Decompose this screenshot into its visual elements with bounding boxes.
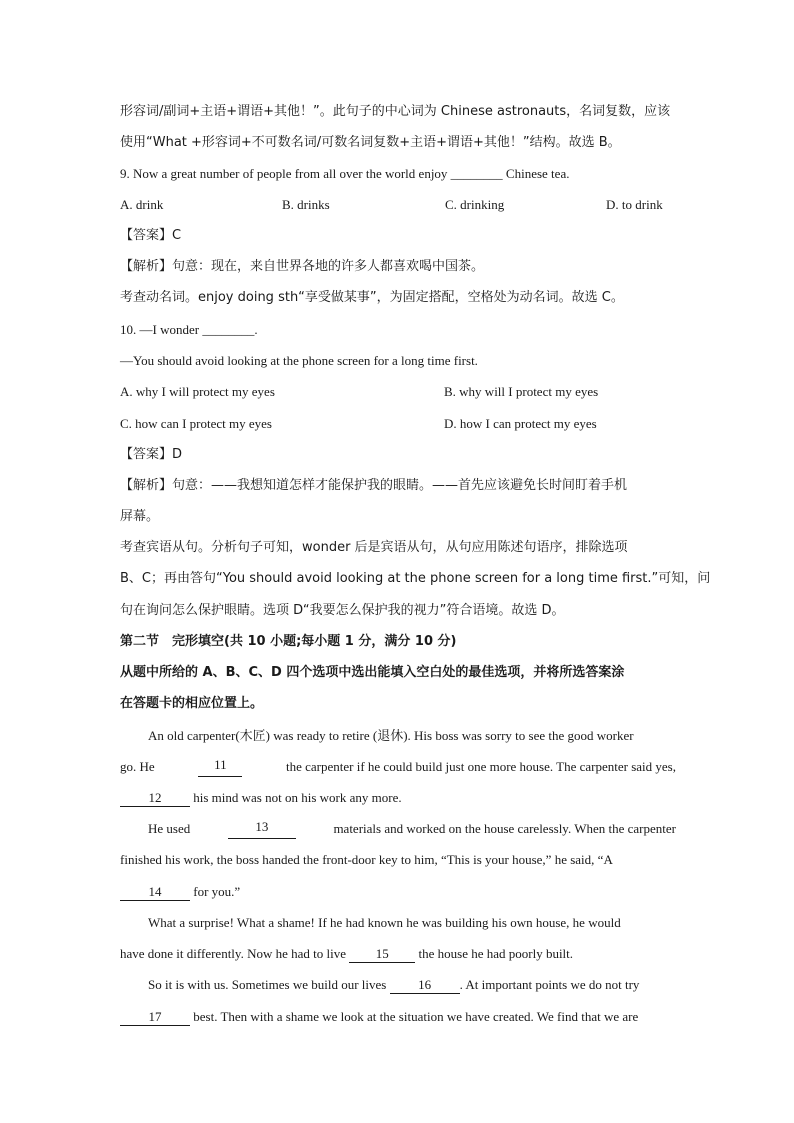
q9-option-b: B. drinks bbox=[282, 197, 330, 212]
passage-line-4 bbox=[120, 819, 676, 839]
q10-analysis-4: B、C；再由答句“You should avoid looking at the phone screen for a long time first.”可知，问 bbox=[120, 571, 711, 586]
passage-text: . At important points we do not try bbox=[459, 977, 640, 992]
q9-answer: 【答案】C bbox=[120, 228, 182, 243]
q10-option-b: B. why will I protect my eyes bbox=[444, 384, 599, 399]
passage-line-2 bbox=[120, 757, 676, 777]
blank-13: 13 bbox=[228, 819, 296, 839]
q10-stem: 10. —I wonder ________. bbox=[120, 322, 258, 337]
q9-option-a: A. drink bbox=[120, 197, 164, 212]
q10-option-a: A. why I will protect my eyes bbox=[120, 384, 275, 399]
section2-instruction-1: 从题中所给的 A、B、C、D 四个选项中选出能填入空白处的最佳选项，并将所选答案涂 bbox=[120, 665, 625, 680]
passage-text: his mind was not on his work any more. bbox=[193, 790, 402, 805]
q9-option-d: D. to drink bbox=[606, 197, 663, 212]
passage-line-10 bbox=[120, 1007, 638, 1027]
passage-line-8 bbox=[120, 944, 573, 964]
passage-text: He used bbox=[148, 821, 191, 836]
passage-text: go. He bbox=[120, 759, 155, 774]
blank-12: 12 bbox=[120, 790, 190, 807]
blank-11: 11 bbox=[198, 757, 242, 777]
passage-line-7: What a surprise! What a shame! If he had known he was building his own house, he would bbox=[148, 915, 621, 930]
passage-text: materials and worked on the house carelessly. When the carpenter bbox=[333, 821, 676, 836]
passage-text: best. Then with a shame we look at the situation we have created. We find that we are bbox=[193, 1009, 639, 1024]
section2-title: 第二节 完形填空(共 10 小题;每小题 1 分，满分 10 分) bbox=[120, 634, 457, 649]
q10-option-d: D. how I can protect my eyes bbox=[444, 416, 597, 431]
passage-text: So it is with us. Sometimes we build our lives bbox=[148, 977, 387, 992]
q9-analysis-2: 考查动名词。enjoy doing sth“享受做某事”，为固定搭配，空格处为动名词。故选 C。 bbox=[120, 290, 624, 305]
passage-line-1: An old carpenter(木匠) was ready to retire (退休). His boss was sorry to see the good worker bbox=[148, 728, 634, 743]
q9-stem: 9. Now a great number of people from all over the world enjoy ________ Chinese tea. bbox=[120, 166, 570, 181]
passage-line-5: finished his work, the boss handed the front-door key to him, “This is your house,” he said, “A bbox=[120, 852, 613, 867]
blank-15: 15 bbox=[349, 946, 415, 963]
q10-reply: —You should avoid looking at the phone screen for a long time first. bbox=[120, 353, 478, 368]
q9-option-c: C. drinking bbox=[445, 197, 505, 212]
passage-text: have done it differently. Now he had to live bbox=[120, 946, 346, 961]
section2-instruction-2: 在答题卡的相应位置上。 bbox=[120, 696, 264, 711]
passage-line-9 bbox=[120, 975, 639, 995]
passage-text: for you.” bbox=[193, 884, 241, 899]
q10-analysis-2: 屏幕。 bbox=[120, 509, 160, 524]
q10-analysis-3: 考查宾语从句。分析句子可知，wonder 后是宾语从句，从句应用陈述句语序，排除选项 bbox=[120, 540, 628, 555]
q10-answer: 【答案】D bbox=[120, 447, 183, 462]
passage-text: the house he had poorly built. bbox=[418, 946, 574, 961]
passage-line-6 bbox=[120, 882, 240, 902]
blank-14: 14 bbox=[120, 884, 190, 901]
blank-17: 17 bbox=[120, 1009, 190, 1026]
q10-analysis-1: 【解析】句意：——我想知道怎样才能保护我的眼睛。——首先应该避免长时间盯着手机 bbox=[120, 478, 628, 493]
q10-analysis-5: 句在询问怎么保护眼睛。选项 D“我要怎么保护我的视力”符合语境。故选 D。 bbox=[120, 603, 565, 618]
passage-text: the carpenter if he could build just one more house. The carpenter said yes, bbox=[285, 759, 676, 774]
prev-explanation-line-1: 形容词/副词+主语+谓语+其他！”。此句子的中心词为 Chinese astronauts，名词复数，应该 bbox=[120, 104, 671, 119]
q10-option-c: C. how can I protect my eyes bbox=[120, 416, 272, 431]
passage-line-3 bbox=[120, 788, 402, 808]
prev-explanation-line-2: 使用“What +形容词+不可数名词/可数名词复数+主语+谓语+其他！”结构。故选 B。 bbox=[120, 135, 621, 150]
blank-16: 16 bbox=[390, 977, 460, 994]
q9-analysis-1: 【解析】句意：现在，来自世界各地的许多人都喜欢喝中国茶。 bbox=[120, 259, 485, 274]
